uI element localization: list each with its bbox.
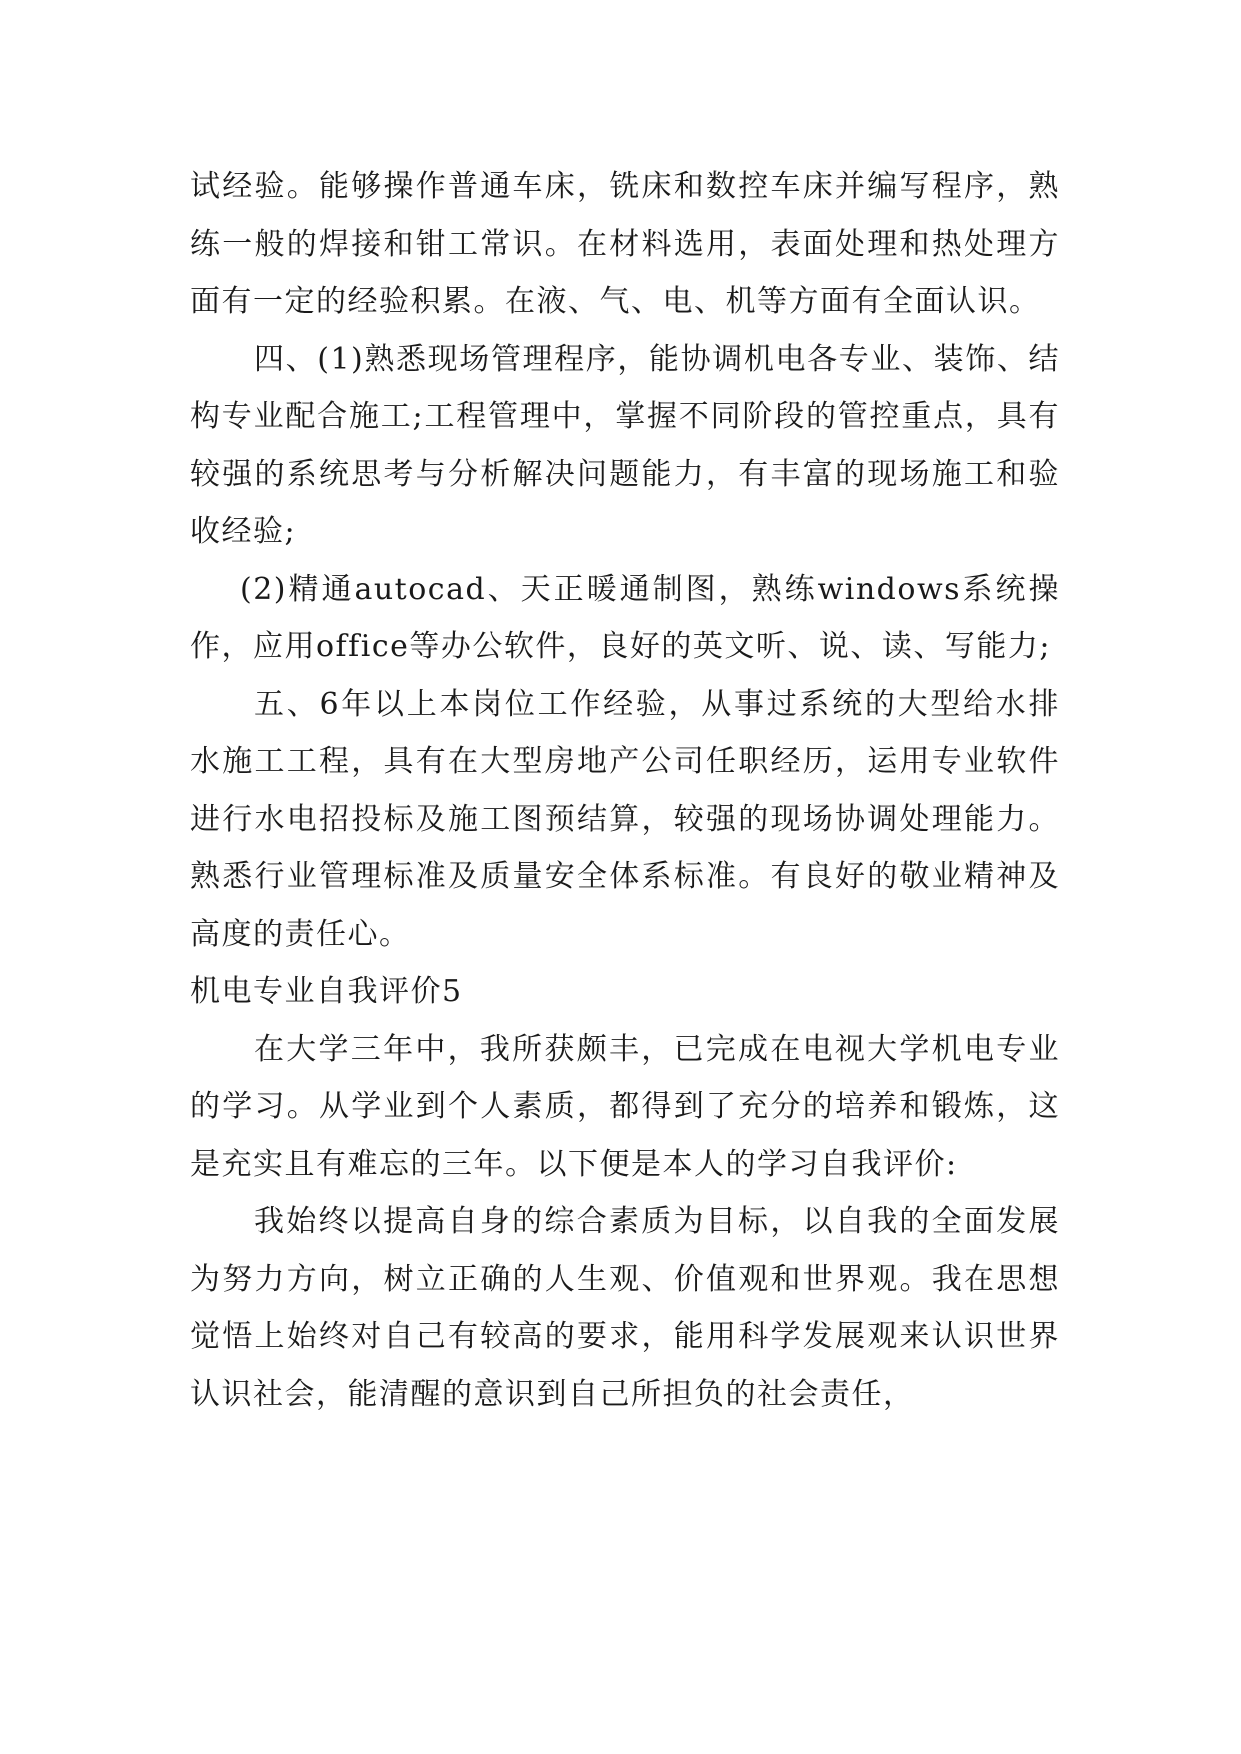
paragraph-intro: 在大学三年中，我所获颇丰，已完成在电视大学机电专业的学习。从学业到个人素质，都得到了充分的培养和锻炼，这是充实且有难忘的三年。以下便是本人的学习自我评价: [190,1031,1060,1182]
paragraph-section-five: 五、6年以上本岗位工作经验，从事过系统的大型给水排水施工工程，具有在大型房地产公司任职经历，运用专业软件进行水电招投标及施工图预结算，较强的现场协调处理能力。熟悉行业管理标准及质量安全体系标准。有良好的敬业精神及高度的责任心。 [190,686,1060,952]
paragraph-self-evaluation: 我始终以提高自身的综合素质为目标，以自我的全面发展为努力方向，树立正确的人生观、价值观和世界观。我在思想觉悟上始终对自己有较高的要求，能用科学发展观来认识世界认识社会，能清醒的意识到自己所担负的社会责任， [190,1204,1060,1412]
paragraph-section-four-1: 四、(1)熟悉现场管理程序，能协调机电各专业、装饰、结构专业配合施工;工程管理中，掌握不同阶段的管控重点，具有较强的系统思考与分析解决问题能力，有丰富的现场施工和验收经验; [190,341,1060,549]
section-heading: 机电专业自我评价5 [190,974,463,1009]
document-body [190,158,1060,1423]
paragraph-section-four-2: (2)精通autocad、天正暖通制图，熟练windows系统操作，应用office等办公软件，良好的英文听、说、读、写能力; [190,571,1060,664]
paragraph-continuation: 试经验。能够操作普通车床，铣床和数控车床并编写程序，熟练一般的焊接和钳工常识。在材料选用，表面处理和热处理方面有一定的经验积累。在液、气、电、机等方面有全面认识。 [190,169,1060,319]
